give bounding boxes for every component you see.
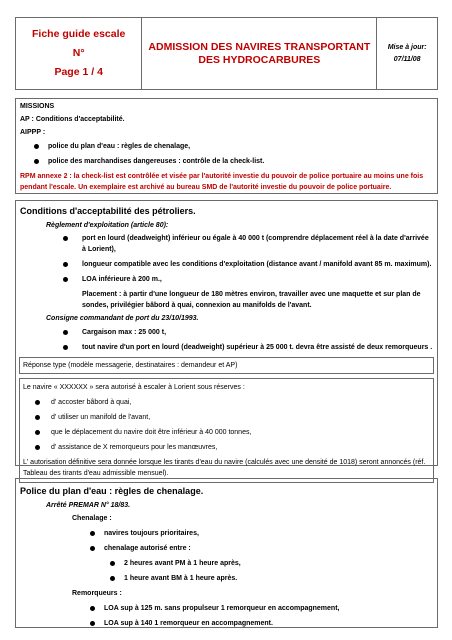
list-item: 1 heure avant BM à 1 heure après. — [20, 573, 433, 584]
update-label: Mise à jour: — [387, 43, 427, 51]
bullet-icon — [110, 561, 115, 566]
conditions-section — [15, 200, 438, 477]
missions-section — [15, 98, 438, 194]
bullet-icon — [90, 621, 95, 626]
list-item: tout navire d'un port en lourd (deadweight) supérieur à 25 000 t. devra être assisté de deux remorqueurs . — [20, 342, 433, 353]
bullet-icon — [63, 277, 68, 282]
fiche-number: N° — [72, 47, 85, 59]
missions-title: MISSIONS — [20, 103, 55, 110]
list-item: 2 heures avant PM à 1 heure après, — [20, 558, 433, 569]
bullet-icon — [110, 576, 115, 581]
page-number: Page 1 / 4 — [54, 66, 103, 78]
conditions-heading: Conditions d'acceptabilité des pétroliers. — [20, 206, 196, 216]
bullet-icon — [90, 531, 95, 536]
bullet-icon — [35, 445, 40, 450]
bullet-icon — [63, 262, 68, 267]
list-item: port en lourd (deadweight) inférieur ou égale à 40 000 t (comprendre déplacement réel à la date d'arrivée à Lorient), — [20, 233, 433, 255]
placement-text: Placement : à partir d'une longueur de 180 mètres environ, travailler avec une maquette et sur plan de sondes, privilégier bâbord à quai, connexion au manifolds de l'avant. — [82, 291, 421, 309]
chenalage-label: Chenalage : — [72, 515, 112, 522]
missions-aippp: AIPPP : — [20, 129, 46, 136]
doc-title-line1: ADMISSION DES NAVIRES TRANSPORTANT — [148, 40, 371, 53]
list-item: chenalage autorisé entre : — [20, 543, 433, 554]
missions-ap: AP : Conditions d'acceptabilité. — [20, 116, 125, 123]
list-item: police du plan d'eau : règles de chenalage, — [20, 141, 433, 152]
list-item: LOA sup à 140 1 remorqueur en accompagnement. — [20, 618, 433, 629]
navire-intro: Le navire « XXXXXX » sera autorisé à escaler à Lorient sous réserves : — [23, 384, 245, 391]
consigne-label: Consigne commandant de port du 23/10/1993. — [46, 315, 199, 322]
reponse-type-box — [19, 357, 434, 374]
doc-title-line2: DES HYDROCARBURES — [198, 53, 321, 66]
header-left-cell — [16, 18, 142, 89]
bullet-icon — [34, 144, 39, 149]
list-item: d' accoster bâbord à quai, — [23, 397, 430, 408]
autorisation-text: L' autorisation définitive sera donnée lorsque les tirants d'eau du navire (calculés avec une densité de 1018) seront annoncés (réf. Tableau des tirants d'eau admissible mensuel). — [23, 459, 426, 477]
list-item: LOA sup à 125 m. sans propulseur 1 remorqueur en accompagnement, — [20, 603, 433, 614]
reponse-type-text: Réponse type (modèle messagerie, destinataires : demandeur et AP) — [23, 362, 238, 369]
bullet-icon — [35, 415, 40, 420]
header-table — [15, 17, 438, 90]
bullet-icon — [63, 236, 68, 241]
list-item: navires toujours prioritaires, — [20, 528, 433, 539]
list-item: d' assistance de X remorqueurs pour les manœuvres, — [23, 442, 430, 453]
list-item: police des marchandises dangereuses : contrôle de la check-list. — [20, 156, 433, 167]
list-item: d' utiliser un manifold de l'avant, — [23, 412, 430, 423]
remorqueurs-label: Remorqueurs : — [72, 590, 122, 597]
message-box — [19, 378, 434, 483]
police-section — [15, 478, 438, 628]
bullet-icon — [35, 400, 40, 405]
bullet-icon — [90, 546, 95, 551]
bullet-icon — [90, 606, 95, 611]
arrete-label: Arrêté PREMAR N° 18/83. — [46, 502, 131, 509]
list-item: que le déplacement du navire doit être inférieur à 40 000 tonnes, — [23, 427, 430, 438]
header-title-cell — [142, 18, 377, 89]
bullet-icon — [35, 430, 40, 435]
reglement-label: Règlement d'exploitation (article 80): — [46, 222, 169, 229]
bullet-icon — [63, 345, 68, 350]
bullet-icon — [63, 330, 68, 335]
list-item: longueur compatible avec les conditions d'exploitation (distance avant / manifold avant 85 m. maximum). — [20, 259, 433, 270]
update-date: 07/11/08 — [393, 55, 421, 63]
list-item: LOA inférieure à 200 m., — [20, 274, 433, 285]
fiche-title: Fiche guide escale — [32, 28, 126, 40]
police-heading: Police du plan d'eau : règles de chenalage. — [20, 486, 204, 496]
list-item: Cargaison max : 25 000 t, — [20, 327, 433, 338]
bullet-icon — [34, 159, 39, 164]
rpm-note: RPM annexe 2 : la check-list est contrôlée et visée par l'autorité investie du pouvoir de police portuaire au moins une fois pendant l'escale. Un exemplaire est archivé au bureau SMD de l'autorité investie du pouvoir de police portuaire. — [20, 173, 424, 191]
header-update-cell — [377, 18, 437, 89]
